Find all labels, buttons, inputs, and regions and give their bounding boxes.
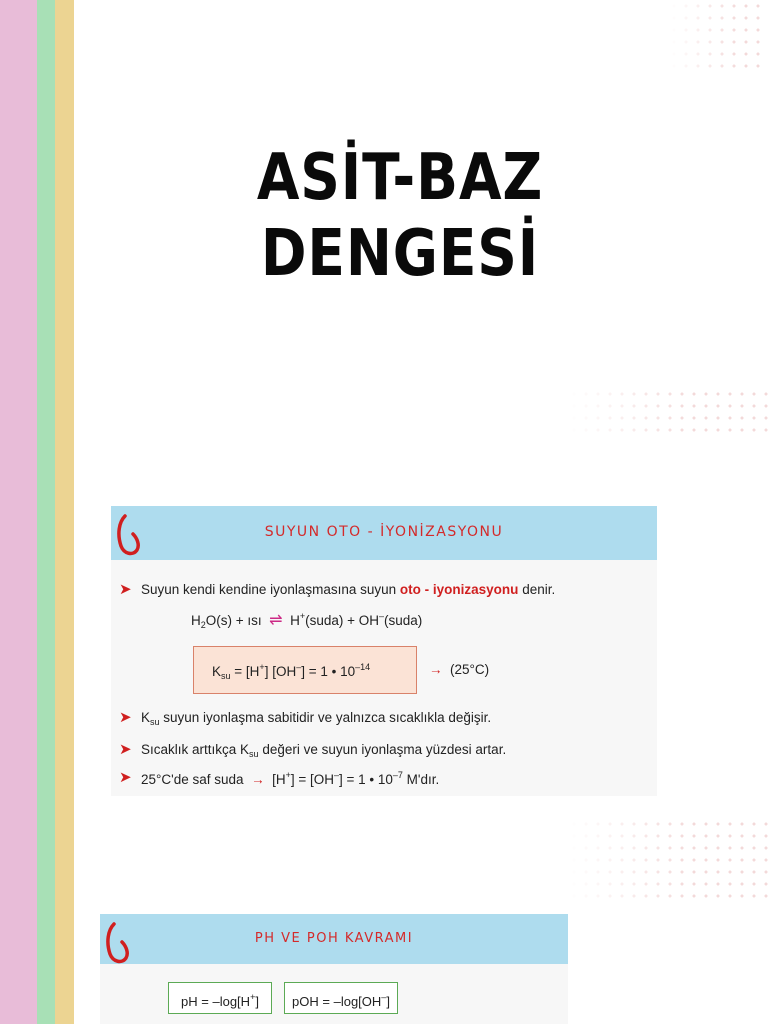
page-title xyxy=(185,140,615,292)
section-heading: SUYUN OTO - İYONİZASYONU xyxy=(264,524,504,540)
stripe-green xyxy=(37,0,55,1024)
ionization-equation: $H_2O(s)$ + ısı ⇌ H+(suda) + OH–(suda) xyxy=(191,611,423,630)
right-arrow-icon: → xyxy=(429,662,443,677)
dot-pattern-lower xyxy=(568,818,768,900)
bullet-arrow-icon: ➤ xyxy=(119,581,132,598)
bullet-ksu-constant: $K_{su}$ suyun iyonlaşma sabitidir ve yalnızca sıcaklıkla değişir. xyxy=(141,710,492,727)
ph-formula-box: pH = –log[H+] xyxy=(168,982,272,1014)
section-heading: PH VE POH KAVRAMI xyxy=(254,931,414,946)
title-line-1: ASİT-BAZ xyxy=(256,141,544,215)
equilibrium-arrow-icon: ⇌ xyxy=(269,612,283,629)
dot-pattern-middle xyxy=(568,388,768,440)
poh-formula-box: pOH = –log[OH–] xyxy=(284,982,398,1014)
temperature-note: → (25°C) xyxy=(429,662,490,677)
bullet-definition: Suyun kendi kendine iyonlaşmasına suyun oto - iyonizasyonu denir. xyxy=(141,582,556,597)
dot-pattern-top xyxy=(668,0,768,68)
right-arrow-icon: → xyxy=(251,772,265,787)
highlight-term: oto - iyonizasyonu xyxy=(399,582,519,597)
water-autoionization-panel xyxy=(111,506,657,796)
title-line-2: DENGESİ xyxy=(260,217,540,291)
panel-header xyxy=(100,914,568,964)
bullet-arrow-icon: ➤ xyxy=(119,709,132,726)
ksu-formula: $K_{su} = [H^+] [OH^-] = 1$ • $10^{-14}$ xyxy=(212,662,371,681)
ph-poh-panel xyxy=(100,914,568,1024)
ksu-formula-box xyxy=(193,646,417,694)
bullet-pure-water: 25°C'de saf suda → [H+] = [OH–] = 1 • $10^{-7}$ M'dır. xyxy=(141,770,440,787)
bullet-temperature-effect: Sıcaklık arttıkça $K_{su}$ değeri ve suyun iyonlaşma yüzdesi artar. xyxy=(141,742,507,759)
stripe-yellow xyxy=(55,0,74,1024)
bullet-arrow-icon: ➤ xyxy=(119,741,132,758)
panel-header xyxy=(111,506,657,560)
stripe-pink xyxy=(0,0,37,1024)
bullet-arrow-icon: ➤ xyxy=(119,769,132,786)
